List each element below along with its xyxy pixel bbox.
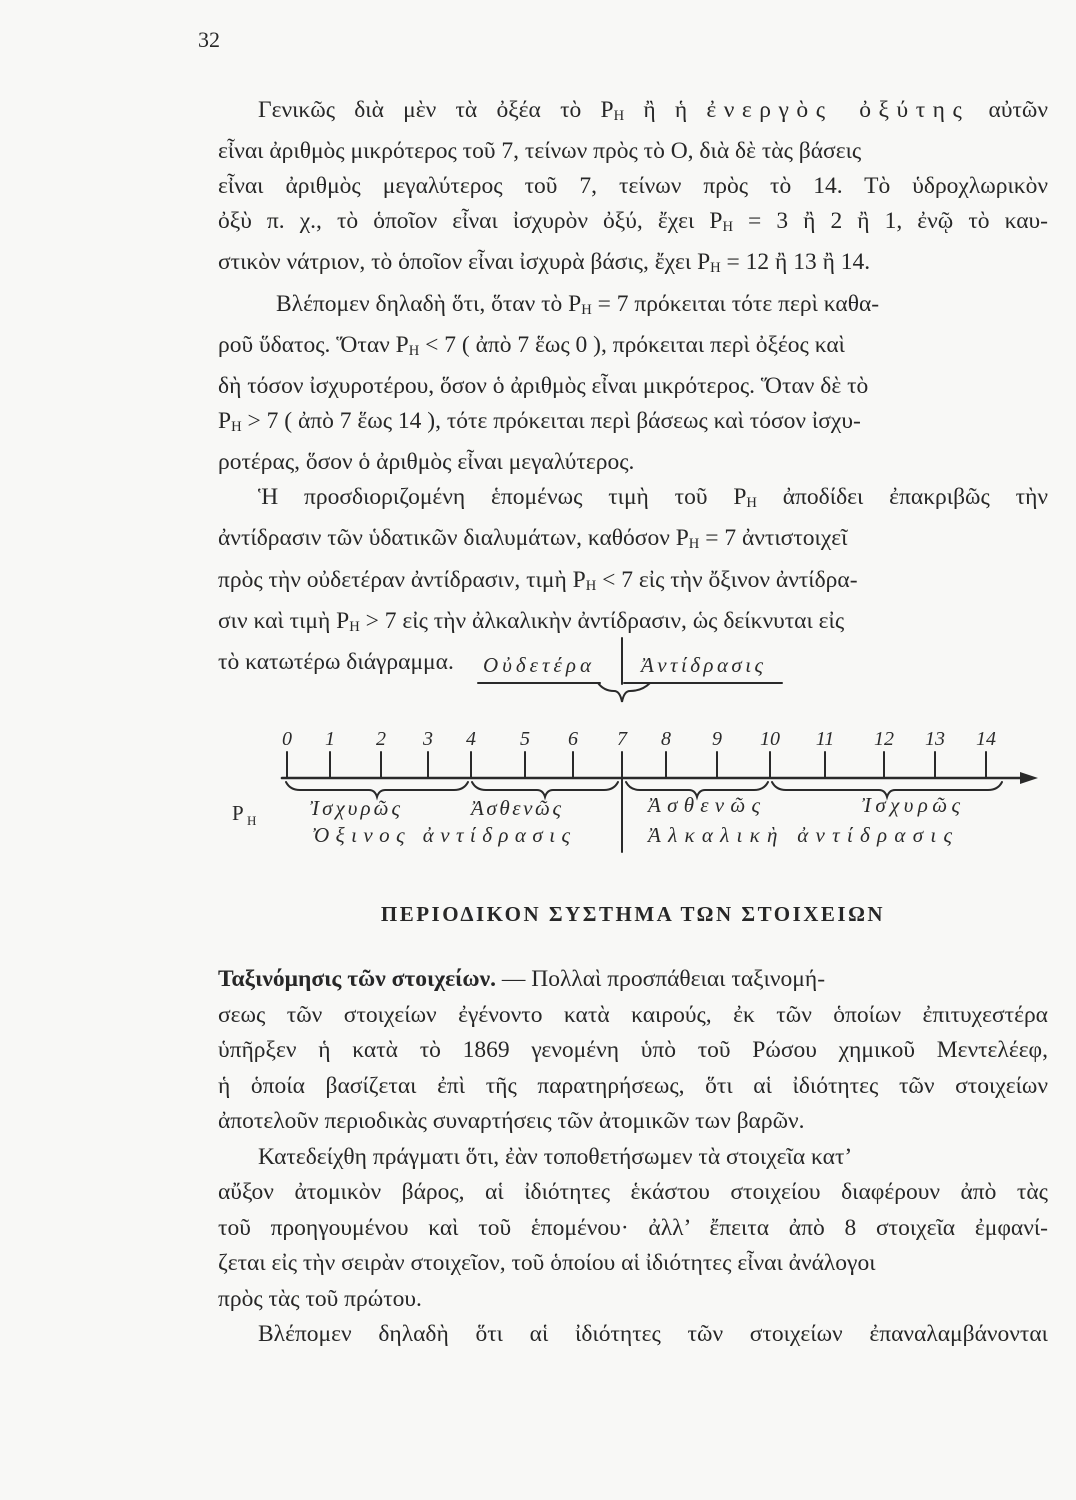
text-line <box>218 1069 1048 1105</box>
text-line <box>218 998 1048 1034</box>
scale-value: 7 <box>617 728 627 750</box>
line-content <box>218 966 825 992</box>
text-line <box>218 1211 1048 1247</box>
line-content <box>218 1073 1048 1099</box>
text-line <box>218 245 1048 286</box>
scale-value: 14 <box>976 728 996 750</box>
strength-label: Ἀσθενῶς <box>648 793 760 817</box>
line-content <box>218 1108 805 1134</box>
line-content <box>218 1250 876 1276</box>
neutral-label: Οὐδετέρα <box>483 653 591 677</box>
subscript: H <box>722 219 733 236</box>
text-run: ἀντίδρασιν τῶν ὑδατικῶν διαλυμάτων, καθόσον P <box>218 525 689 552</box>
scale-value: 10 <box>760 728 780 750</box>
text-run: = 7 ἀντιστοιχεῖ <box>699 525 848 552</box>
subscript: H <box>585 577 597 594</box>
text-line <box>218 134 1048 169</box>
scale-value: 6 <box>568 728 578 750</box>
text-line <box>218 480 1048 521</box>
text-line <box>218 404 1048 445</box>
scale-value: 1 <box>325 728 335 750</box>
scale-value: 0 <box>282 728 292 750</box>
ph-scale-diagram <box>0 620 1076 870</box>
text-line <box>218 1104 1048 1140</box>
text-line <box>218 328 1048 369</box>
line-content <box>218 449 634 475</box>
strength-label: Ἀσθενῶς <box>471 796 561 820</box>
text-run: δὴ τόσον ἰσχυροτέρου, ὅσον ὁ ἀριθμὸς εἶναι μικρότερος. Ὅταν δὲ τὸ <box>218 373 869 400</box>
text-line <box>218 962 1048 998</box>
text-run: = 3 ἢ 2 ἢ 1, ἐνῷ τὸ καυ- <box>732 208 1048 235</box>
strong-acid-brace <box>286 782 468 797</box>
text-run: εἶναι ἀριθμὸς μεγαλύτερος τοῦ 7, τείνων πρὸς τὸ 14. Τὸ ὑδροχλωρικὸν <box>218 173 1048 200</box>
paragraph <box>218 93 1048 287</box>
text-line <box>218 445 1048 480</box>
text-run: ἀποδίδει ἐπακριβῶς τὴν <box>756 484 1048 511</box>
scale-value: 12 <box>874 728 894 750</box>
scale-value: 2 <box>376 728 386 750</box>
line-content <box>218 249 870 275</box>
text-line <box>218 287 1048 328</box>
ph-text-section <box>218 93 1048 680</box>
subscript: H <box>613 108 625 125</box>
line-content <box>258 484 1048 510</box>
reaction-label: Ἀντίδρασις <box>641 653 763 677</box>
text-line <box>218 1175 1048 1211</box>
text-line <box>218 563 1048 604</box>
text-run: > 7 εἰς τὴν ἀλκαλικὴν ἀντίδρασιν, ὡς δείκνυται εἰς <box>359 607 845 634</box>
text-run: ὑπῆρξεν ἡ κατὰ τὸ 1869 γενομένη ὑπὸ τοῦ Ρώσου χημικοῦ Μεντελέεφ, <box>218 1037 1048 1063</box>
text-run: εἶναι ἀριθμὸς μικρότερος τοῦ 7, τείνων πρὸς τὸ Ο, διὰ δὲ τὰς βάσεις <box>218 138 862 165</box>
line-content <box>218 1286 422 1312</box>
text-run: — Πολλαὶ προσπάθειαι ταξινομή- <box>495 966 826 992</box>
text-line <box>218 1282 1048 1318</box>
text-run: Βλέπομεν δηλαδὴ ὅτι, ὅταν τὸ P <box>276 290 582 317</box>
scale-value: 5 <box>520 728 530 750</box>
text-line <box>218 204 1048 245</box>
weak-acid-brace <box>472 782 618 797</box>
text-run: > 7 ( ἀπὸ 7 ἕως 14 ), τότε πρόκειται περὶ βάσεως καὶ τόσον ἰσχυ- <box>241 408 861 435</box>
acidic-reaction-label: Ὀξινος ἀντίδρασις <box>312 823 570 847</box>
subscript: H <box>349 619 360 636</box>
text-run: πρὸς τὰς τοῦ πρώτου. <box>218 1285 422 1312</box>
text-run: = 12 ἢ 13 ἢ 14. <box>720 249 871 276</box>
text-run: ζεται εἰς τὴν σειρὰν στοιχεῖον, τοῦ ὁποίου αἱ ἰδιότητες εἶναι ἀνάλογοι <box>218 1250 876 1276</box>
section-heading: ΠΕΡΙΟΔΙΚΟΝ ΣΥΣΤΗΜΑ ΤΩΝ ΣΤΟΙΧΕΙΩΝ <box>380 902 886 926</box>
text-line <box>218 521 1048 562</box>
line-content <box>218 1002 1048 1028</box>
paragraph <box>218 1317 1048 1353</box>
line-content <box>218 373 868 399</box>
text-run: Κατεδείχθη πράγματι ὅτι, ἐὰν τοποθετήσωμεν τὰ στοιχεῖα κατ’ <box>258 1143 853 1170</box>
spaced-emphasis: ἐνεργὸς ὀξύτης <box>706 97 970 123</box>
scale-value: 13 <box>925 728 945 750</box>
line-content <box>276 291 879 317</box>
periodic-system-text-section <box>218 962 1048 1353</box>
text-line <box>218 169 1048 204</box>
subscript: H <box>746 495 757 512</box>
line-content <box>218 1179 1048 1205</box>
paragraph <box>218 962 1048 1140</box>
text-line <box>218 93 1048 134</box>
subscript: H <box>408 343 420 360</box>
line-content <box>258 1144 852 1170</box>
text-line <box>218 1317 1048 1353</box>
subscript: H <box>581 301 592 318</box>
line-content <box>218 332 845 358</box>
text-run: σεως τῶν στοιχείων ἐγένοντο κατὰ καιρούς, ἐκ τῶν ὁποίων ἐπιτυχεστέρα <box>218 1001 1048 1028</box>
text-run: τοῦ προηγουμένου καὶ τοῦ ἑπομένου· ἀλλ’ ἔπειτα ἀπὸ 8 στοιχεῖα ἐμφανί- <box>218 1214 1048 1241</box>
text-run: Βλέπομεν δηλαδὴ ὅτι αἱ ἰδιότητες τῶν στοιχείων ἐπαναλαμβάνονται <box>258 1321 1048 1347</box>
scale-value: 9 <box>712 728 722 750</box>
run-in-heading: Ταξινόμησις τῶν στοιχείων. <box>218 966 496 992</box>
text-line <box>218 1033 1048 1069</box>
text-run: Γενικῶς διὰ μὲν τὰ ὀξέα τὸ P <box>258 97 614 123</box>
text-run: αὐτῶν <box>969 97 1049 123</box>
text-run: < 7 ( ἀπὸ 7 ἕως 0 ), πρόκειται περὶ ὀξέος καὶ <box>419 331 845 358</box>
axis-arrowhead <box>1020 772 1038 784</box>
line-content <box>218 1037 1048 1063</box>
text-line <box>218 369 1048 404</box>
axis-label: P <box>232 801 244 825</box>
line-content <box>258 1321 1048 1347</box>
text-line <box>218 1140 1048 1176</box>
text-run: P <box>218 408 232 435</box>
text-run: τὸ κατωτέρω διάγραμμα. <box>218 649 454 676</box>
axis-label-subscript: H <box>247 813 257 828</box>
strength-label: Ἰσχυρῶς <box>310 796 400 820</box>
subscript: H <box>710 260 721 277</box>
line-content <box>218 525 847 551</box>
alkaline-reaction-label: Ἀλκαλικὴ ἀντίδρασις <box>648 823 952 847</box>
text-run: σιν καὶ τιμὴ P <box>218 607 350 634</box>
subscript: H <box>688 536 700 553</box>
text-run: ροτέρας, ὅσον ὁ ἀριθμὸς εἶναι μεγαλύτερος. <box>218 449 635 476</box>
paragraph <box>218 287 1048 481</box>
text-run: ἢ ἡ <box>624 97 707 123</box>
text-run: < 7 εἰς τὴν ὄξινον ἀντίδρα- <box>596 566 858 593</box>
text-run: στικὸν νάτριον, τὸ ὁποῖον εἶναι ἰσχυρὰ βάσις, ἔχει P <box>218 249 711 276</box>
neutral-brace <box>598 683 650 702</box>
text-run: ἀποτελοῦν περιοδικὰς συναρτήσεις τῶν ἀτομικῶν των βαρῶν. <box>218 1108 805 1134</box>
line-content <box>218 408 861 434</box>
line-content <box>218 173 1048 199</box>
text-run: αὔξον ἀτομικὸν βάρος, αἱ ἰδιότητες ἑκάστου στοιχείου διαφέρουν ἀπὸ τὰς <box>218 1179 1048 1205</box>
scale-value: 8 <box>661 728 671 750</box>
strong-base-brace <box>772 782 1002 797</box>
line-content <box>218 208 1048 234</box>
scale-value: 3 <box>423 728 433 750</box>
text-run: ροῦ ὕδατος. Ὅταν P <box>218 331 409 358</box>
text-run: ὀξὺ π. χ., τὸ ὁποῖον εἶναι ἰσχυρὸν ὀξύ, ἔχει P <box>218 208 723 235</box>
subscript: H <box>231 419 242 436</box>
text-run: Ἡ προσδιοριζομένη ἑπομένως τιμὴ τοῦ P <box>258 484 747 511</box>
line-content <box>258 97 1048 123</box>
scale-value: 11 <box>815 728 835 750</box>
text-line <box>218 1246 1048 1282</box>
strength-label: Ἰσχυρῶς <box>862 793 960 817</box>
line-content <box>218 1215 1048 1241</box>
text-run: ἡ ὁποία βασίζεται ἐπὶ τῆς παρατηρήσεως, ὅτι αἱ ἰδιότητες τῶν στοιχείων <box>218 1072 1048 1099</box>
line-content <box>218 567 858 593</box>
page-number: 32 <box>198 27 220 52</box>
line-content <box>218 138 861 164</box>
paragraph <box>218 1140 1048 1318</box>
scale-value: 4 <box>466 728 476 750</box>
text-run: πρὸς τὴν οὐδετέραν ἀντίδρασιν, τιμὴ P <box>218 566 586 593</box>
text-run: = 7 πρόκειται τότε περὶ καθα- <box>591 290 880 317</box>
